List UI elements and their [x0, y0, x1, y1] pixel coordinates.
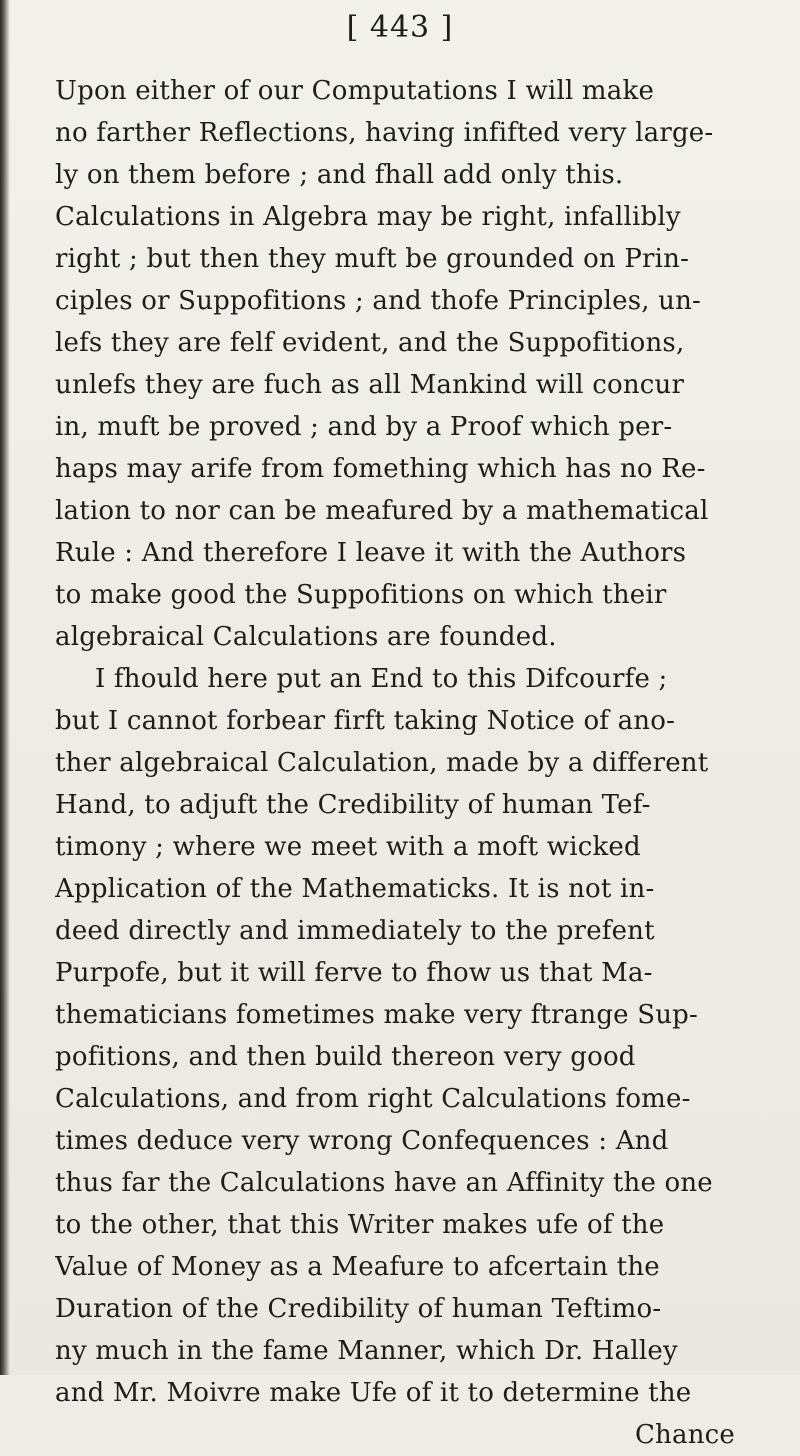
text-line: ny much in the fame Manner, which Dr. Halley: [55, 1336, 678, 1366]
text-line: and Mr. Moivre make Ufe of it to determine the: [55, 1378, 692, 1408]
text-line: to make good the Suppofitions on which their: [55, 580, 667, 610]
text-line: Calculations in Algebra may be right, infallibly: [55, 202, 681, 232]
text-line: right ; but then they muft be grounded on Prin-: [55, 244, 690, 274]
text-line: thematicians fometimes make very ftrange Sup-: [55, 1000, 699, 1030]
text-line: pofitions, and then build thereon very good: [55, 1042, 636, 1072]
text-line: Rule : And therefore I leave it with the Authors: [55, 538, 687, 568]
text-line: deed directly and immediately to the prefent: [55, 916, 655, 946]
page-number: [ 443 ]: [346, 10, 454, 45]
text-line: Calculations, and from right Calculations fome-: [55, 1084, 691, 1114]
text-line: algebraical Calculations are founded.: [55, 622, 557, 652]
text-line: Purpofe, but it will ferve to fhow us that Ma-: [55, 958, 653, 988]
text-line: Value of Money as a Meafure to afcertain the: [55, 1252, 660, 1282]
page-binding-edge: [0, 0, 10, 1375]
catchword: Chance: [634, 1420, 735, 1450]
text-line: Upon either of our Computations I will make: [55, 76, 655, 106]
text-line: Hand, to adjuft the Credibility of human Tef-: [55, 790, 651, 820]
text-line: thus far the Calculations have an Affinity the one: [55, 1168, 713, 1198]
text-line: to the other, that this Writer makes ufe of the: [55, 1210, 665, 1240]
text-line: haps may arife from fomething which has no Re-: [55, 454, 706, 484]
text-line: timony ; where we meet with a moft wicked: [55, 832, 641, 862]
text-line: lation to nor can be meafured by a mathematical: [55, 496, 709, 526]
text-line: Application of the Mathematicks. It is not in-: [55, 874, 655, 904]
text-line: ly on them before ; and fhall add only this.: [55, 160, 624, 190]
text-line: ciples or Suppofitions ; and thofe Principles, un-: [55, 286, 702, 316]
text-line: unlefs they are fuch as all Mankind will concur: [55, 370, 685, 400]
text-line: times deduce very wrong Confequences : And: [55, 1126, 669, 1156]
body-text: [55, 70, 770, 1456]
text-line: Duration of the Credibility of human Teftimo-: [55, 1294, 662, 1324]
text-line: ther algebraical Calculation, made by a different: [55, 748, 709, 778]
text-line: lefs they are felf evident, and the Suppofitions,: [55, 328, 685, 358]
text-line: no farther Reflections, having infifted very large-: [55, 118, 714, 148]
text-line: in, muft be proved ; and by a Proof which per-: [55, 412, 673, 442]
text-line: I fhould here put an End to this Difcourfe ;: [95, 664, 668, 694]
text-line: but I cannot forbear firft taking Notice of ano-: [55, 706, 676, 736]
